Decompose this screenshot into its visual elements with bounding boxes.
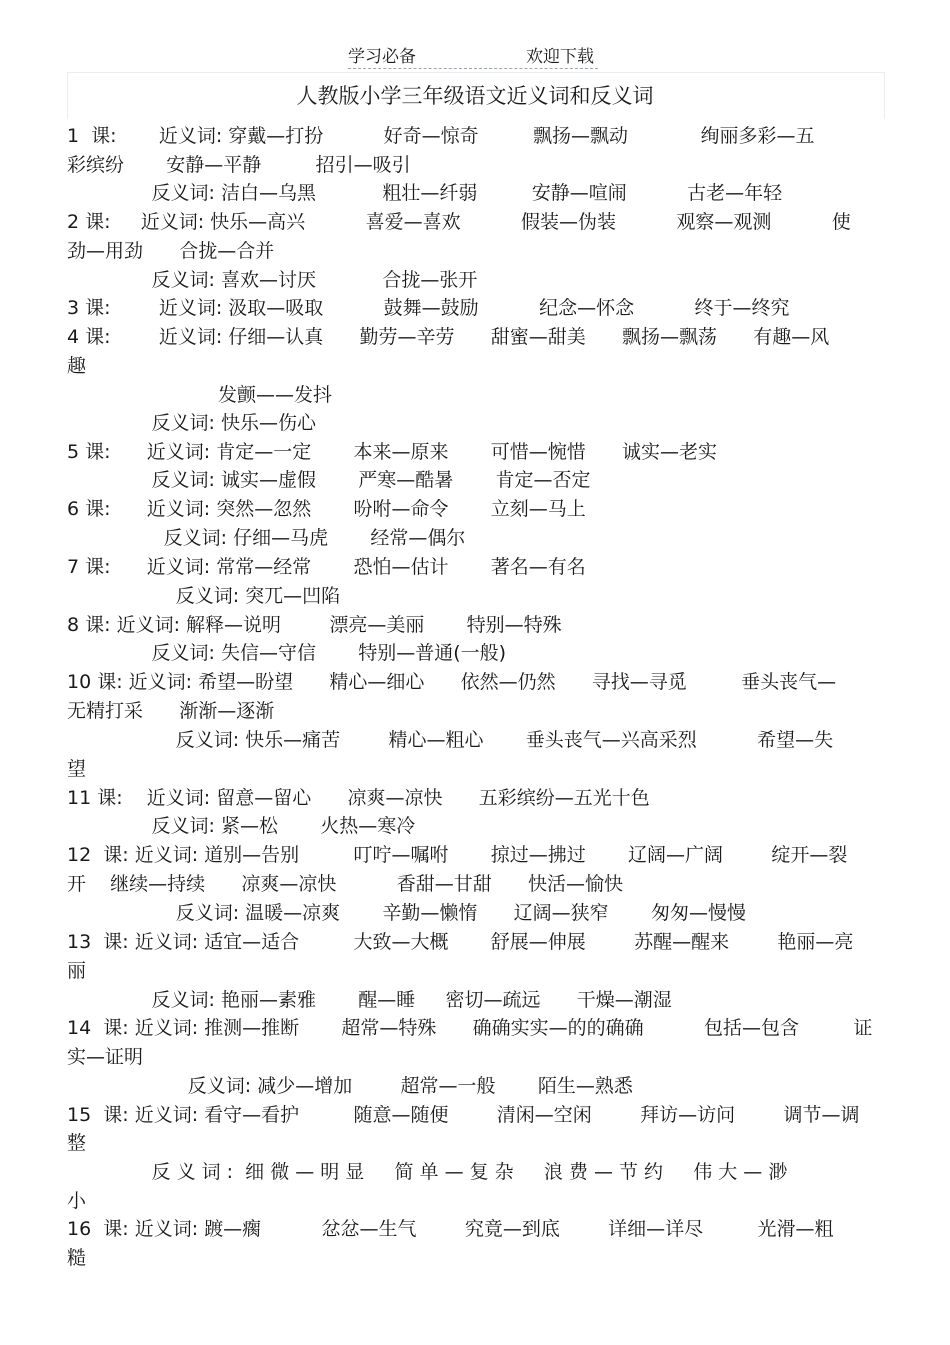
text-line: 劲—用劲 合拢—合并 <box>67 240 275 262</box>
text-line: 糙 <box>67 1247 87 1269</box>
header-left-text: 学习必备 <box>348 47 416 67</box>
text-line: 反义词: 快乐—伤心 <box>67 412 316 434</box>
text-line: 3 课: 近义词: 汲取—吸取 鼓舞—鼓励 纪念—怀念 终于—终究 <box>67 297 790 319</box>
text-line: 4 课: 近义词: 仔细—认真 勤劳—辛劳 甜蜜—甜美 飘扬—飘荡 有趣—风 <box>67 326 830 348</box>
header-right-text: 欢迎下载 <box>526 47 594 67</box>
text-line: 丽 <box>67 960 87 982</box>
text-line: 6 课: 近义词: 突然—忽然 吩咐—命令 立刻—马上 <box>67 498 586 520</box>
text-line: 12 课: 近义词: 道别—告别 叮咛—嘱咐 掠过—拂过 辽阔—广阔 绽开—裂 <box>67 844 848 866</box>
text-line: 16 课: 近义词: 踱—瘸 忿忿—生气 究竟—到底 详细—详尽 光滑—粗 <box>67 1218 834 1240</box>
text-line: 反义词: 喜欢—讨厌 合拢—张开 <box>67 269 478 291</box>
text-line: 15 课: 近义词: 看守—看护 随意—随便 清闲—空闲 拜访—访问 调节—调 <box>67 1104 860 1126</box>
text-line: 望 <box>67 758 87 780</box>
page-header <box>348 40 598 69</box>
text-line: 反义词: 紧—松 火热—寒冷 <box>67 815 416 837</box>
text-line: 2 课: 近义词: 快乐—高兴 喜爱—喜欢 假装—伪装 观察—观测 使 <box>67 211 851 233</box>
text-line: 10 课: 近义词: 希望—盼望 精心—细心 依然—仍然 寻找—寻觅 垂头丧气— <box>67 671 837 693</box>
text-line: 5 课: 近义词: 肯定—一定 本来—原来 可惜—惋惜 诚实—老实 <box>67 441 717 463</box>
text-line: 14 课: 近义词: 推测—推断 超常—特殊 确确实实—的的确确 包括—包含 证 <box>67 1017 873 1039</box>
text-line: 反义词: 艳丽—素雅 醒—睡 密切—疏远 干燥—潮湿 <box>67 989 672 1011</box>
document-title: 人教版小学三年级语文近义词和反义词 <box>296 84 654 108</box>
text-line: 趣 <box>67 355 87 377</box>
text-line: 1 课: 近义词: 穿戴—打扮 好奇—惊奇 飘扬—飘动 绚丽多彩—五 <box>67 125 815 147</box>
text-line: 反义词: 快乐—痛苦 精心—粗心 垂头丧气—兴高采烈 希望—失 <box>67 729 834 751</box>
text-line: 反义词: 突兀—凹陷 <box>67 585 341 607</box>
text-line: 反义词: 仔细—马虎 经常—偶尔 <box>67 527 466 549</box>
text-line: 反义词: 失信—守信 特别—普通(一般) <box>67 642 507 664</box>
text-line: 发颤——发抖 <box>67 384 332 406</box>
text-line: 小 <box>67 1190 87 1212</box>
text-line: 反义词: 减少—增加 超常—一般 陌生—熟悉 <box>67 1075 633 1097</box>
text-line: 实—证明 <box>67 1046 144 1068</box>
text-line: 反义词: 洁白—乌黑 粗壮—纤弱 安静—喧闹 古老—年轻 <box>67 182 783 204</box>
text-line: 反义词: 温暖—凉爽 辛勤—懒惰 辽阔—狭窄 匆匆—慢慢 <box>67 902 746 924</box>
text-line: 13 课: 近义词: 适宜—适合 大致—大概 舒展—伸展 苏醒—醒来 艳丽—亮 <box>67 931 854 953</box>
text-line: 反义词: 诚实—虚假 严寒—酷暑 肯定—否定 <box>67 469 591 491</box>
text-line: 11 课: 近义词: 留意—留心 凉爽—凉快 五彩缤纷—五光十色 <box>67 787 650 809</box>
text-line: 彩缤纷 安静—平静 招引—吸引 <box>67 154 411 176</box>
text-line: 反 义 词 : 细 微 — 明 显 简 单 — 复 杂 浪 费 — 节 约 伟 大 — 渺 <box>67 1161 788 1183</box>
text-line: 开 继续—持续 凉爽—凉快 香甜—甘甜 快活—愉快 <box>67 873 624 895</box>
text-line: 8 课: 近义词: 解释—说明 漂亮—美丽 特别—特殊 <box>67 614 562 636</box>
text-line: 7 课: 近义词: 常常—经常 恐怕—估计 著名—有名 <box>67 556 586 578</box>
text-line: 无精打采 渐渐—逐渐 <box>67 700 275 722</box>
text-line: 整 <box>67 1132 87 1154</box>
